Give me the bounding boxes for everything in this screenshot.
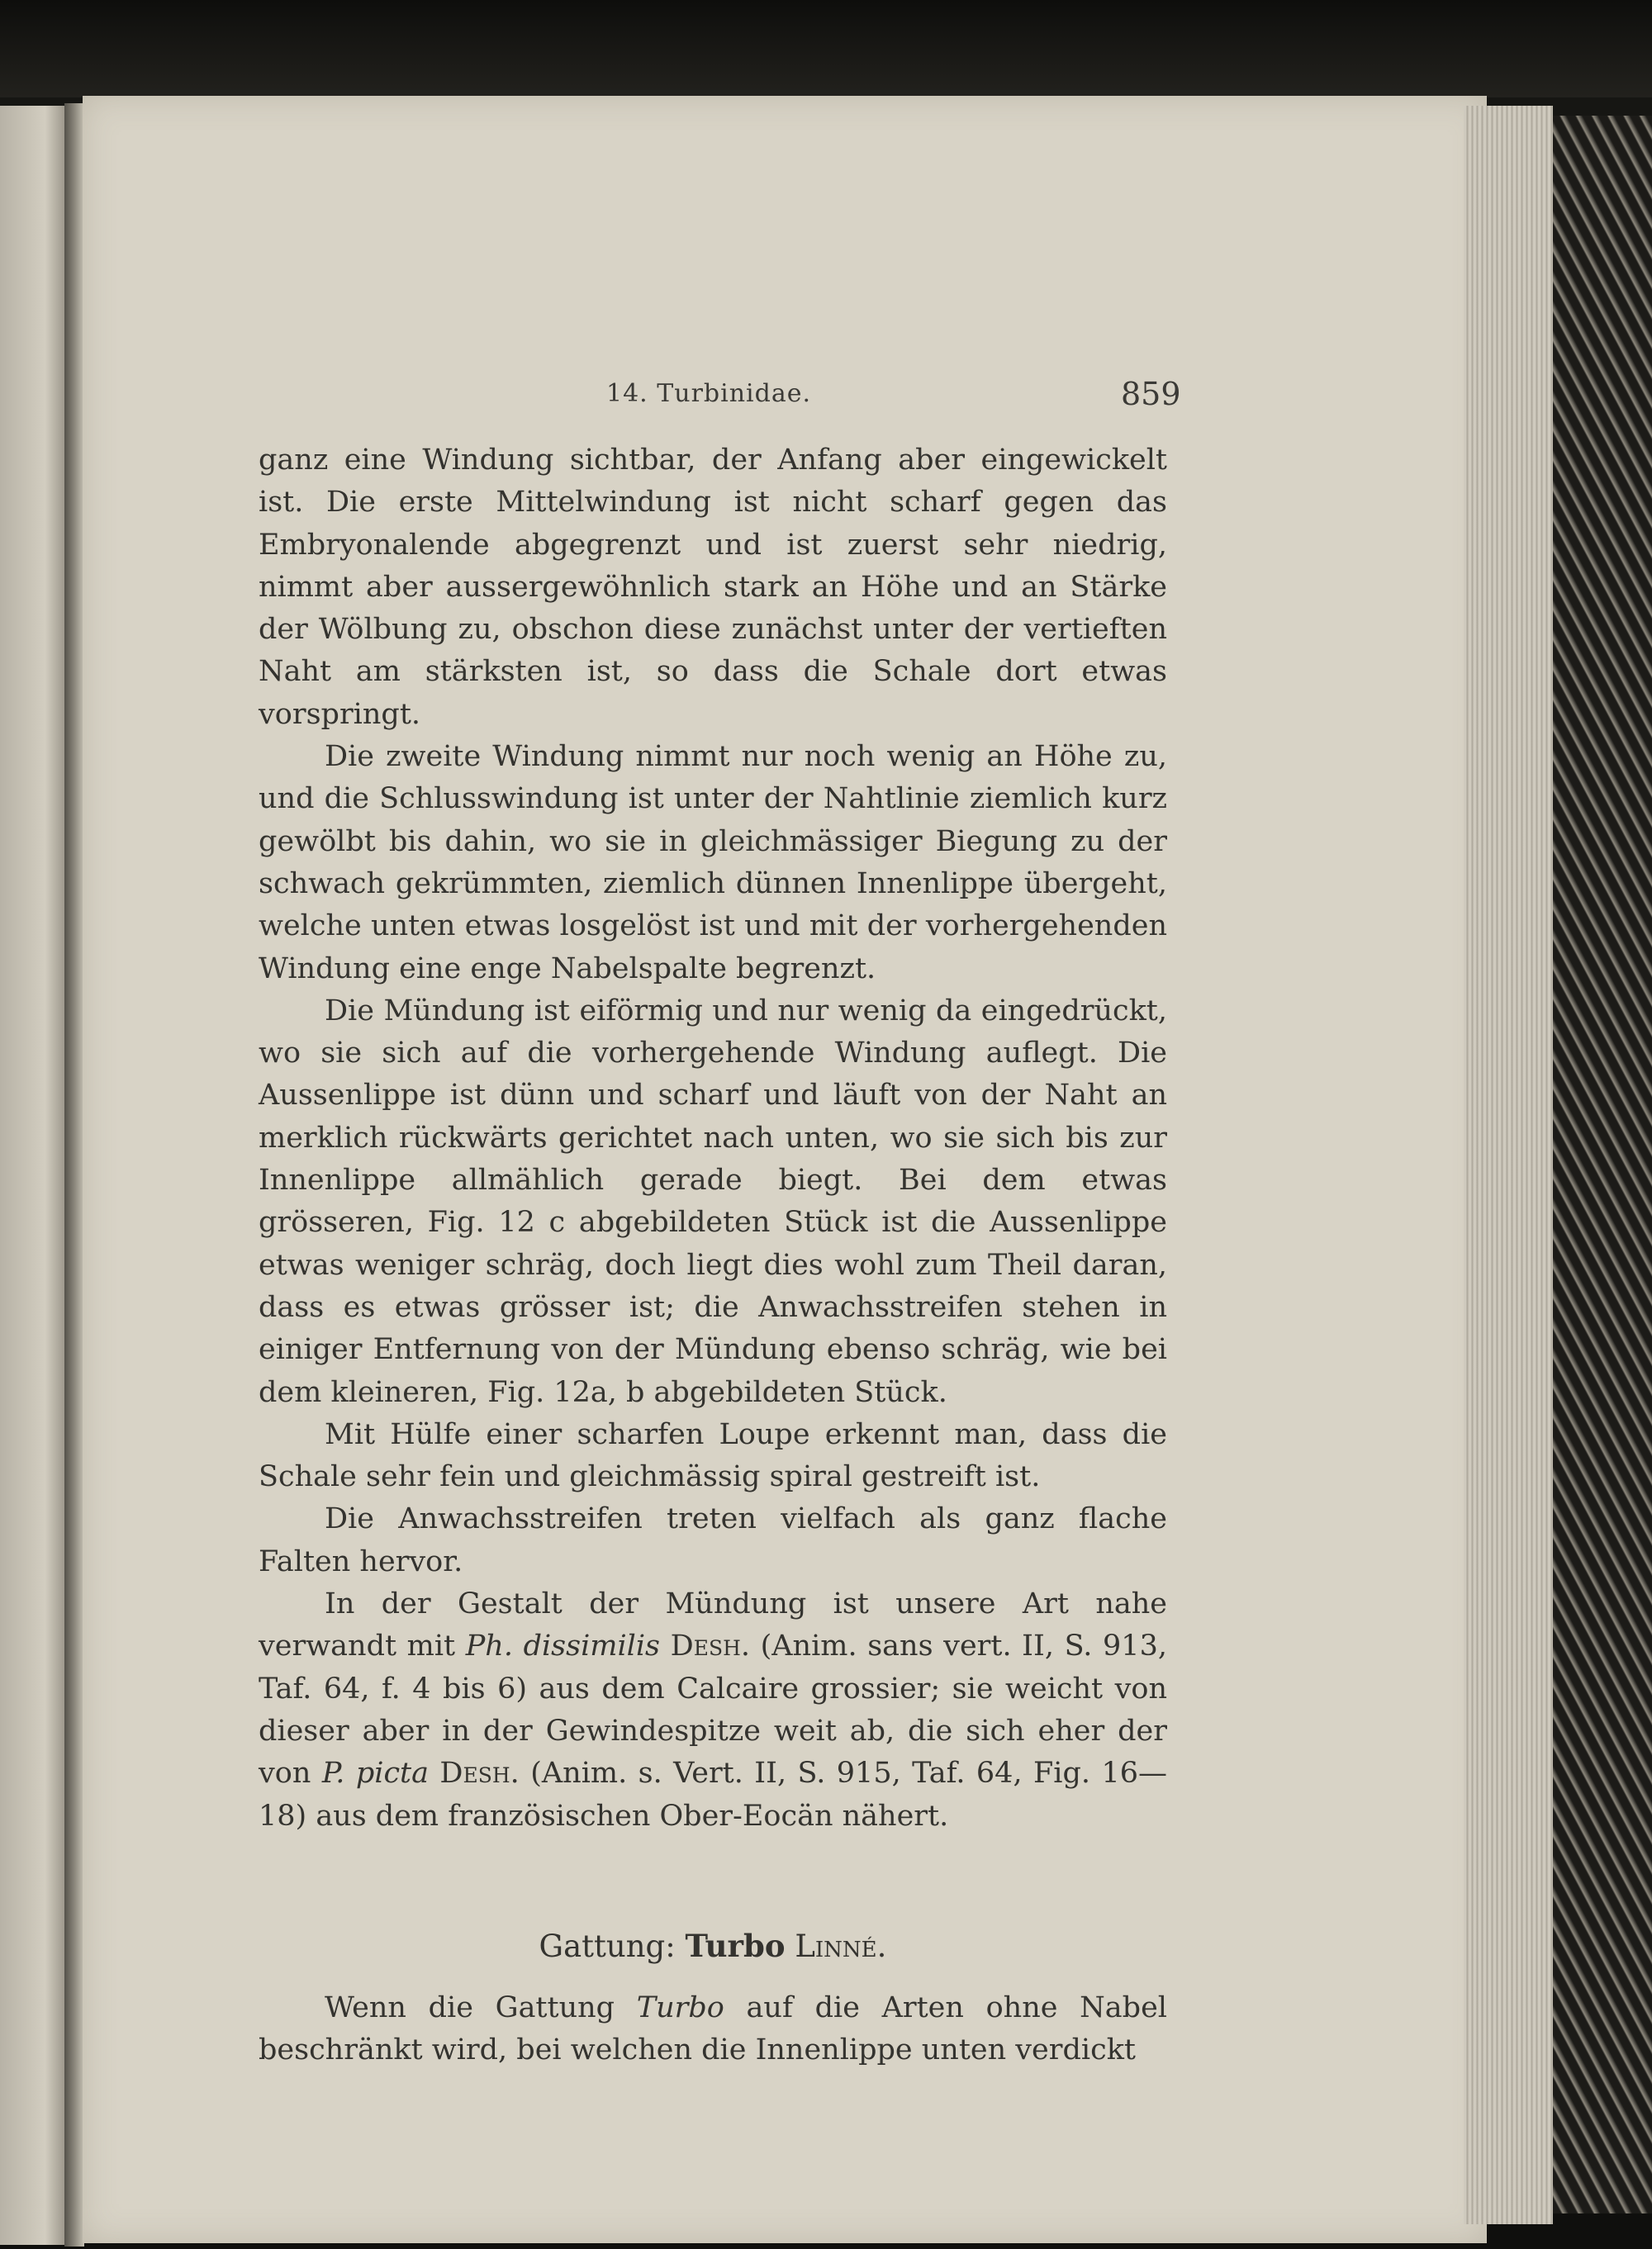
page-number: 859: [1121, 376, 1181, 412]
species-name: P. picta: [321, 1757, 429, 1791]
text-run: In der Gestalt der Mündung ist unsere Art nahe verwandt mit: [259, 1587, 1167, 1663]
author-name: Desh.: [670, 1630, 751, 1663]
marbled-cover-edge: [1553, 116, 1652, 2213]
paragraph: [259, 1583, 1167, 1838]
text-run: (Anim. s. Vert. II, S. 915, Taf. 64, Fig. 16—18) aus dem französischen Ober-Eocän nähert.: [259, 1757, 1167, 1833]
section-heading: [259, 1925, 1167, 1967]
paragraph: Mit Hülfe einer scharfen Loupe erkennt man, dass die Schale sehr fein und gleichmässig spiral gestreift ist.: [259, 1417, 1167, 1494]
running-header: [0, 376, 1487, 425]
genus-name: Turbo: [685, 1927, 786, 1964]
body-text: [259, 439, 1167, 2072]
paragraph: Die Anwachsstreifen treten vielfach als ganz flache Falten hervor.: [259, 1502, 1167, 1578]
book-cover-top: [0, 0, 1652, 97]
paragraph: Die zweite Windung nimmt nur noch wenig an Höhe zu, und die Schlusswindung ist unter der Nahtlinie ziemlich kurz gewölbt bis dahin, wo sie in gleichmässiger Biegung zu der schwach gekrümmten, ziemlich dünnen Innenlippe übergeht, welche unten etwas losgelöst ist und mit der vorhergehenden Windung eine enge Nabelspalte begrenzt.: [259, 740, 1167, 985]
genus-author: Linné.: [795, 1928, 887, 1964]
text-run: Wenn die Gattung: [325, 1991, 637, 2025]
author-name: Desh.: [439, 1757, 520, 1791]
section-label: Gattung:: [539, 1928, 676, 1964]
text-run: auf die Arten ohne Nabel beschränkt wird, bei welchen die Innenlippe unten verdickt: [259, 1991, 1167, 2067]
paragraph: Die Mündung ist eiförmig und nur wenig da eingedrückt, wo sie sich auf die vorhergehende Windung auflegt. Die Aussenlippe ist dünn und scharf und läuft von der Naht an merklich rückwärts gerichtet nach unten, wo sie sich bis zur Innenlippe allmählich gerade biegt. Bei dem etwas grösseren, Fig. 12 c abgebildeten Stück ist die Aussenlippe etwas weniger schräg, doch liegt dies wohl zum Theil daran, dass es etwas grösser ist; die Anwachsstreifen stehen in einiger Entfernung von der Mündung ebenso schräg, wie bei dem kleineren, Fig. 12a, b abgebildeten Stück.: [259, 994, 1167, 1409]
left-page-edge: [0, 106, 64, 2245]
running-title: 14. Turbinidae.: [606, 379, 812, 408]
species-name: Ph. dissimilis: [465, 1630, 661, 1663]
text-run: (Anim. sans vert. II, S. 913, Taf. 64, f. 4 bis 6) aus dem Calcaire grossier; sie weicht von dieser aber in der Gewindespitze weit ab, die sich eher der von: [259, 1630, 1167, 1791]
paragraph: [259, 1987, 1167, 2072]
paragraph: ganz eine Windung sichtbar, der Anfang aber eingewickelt ist. Die erste Mittelwindung ist nicht scharf gegen das Embryonalende abgegrenzt und ist zuerst sehr niedrig, nimmt aber aussergewöhnlich stark an Höhe und an Stärke der Wölbung zu, obschon diese zunächst unter der vertieften Naht am stärksten ist, so dass die Schale dort etwas vorspringt.: [259, 444, 1167, 731]
genus-name-italic: Turbo: [636, 1991, 724, 2025]
